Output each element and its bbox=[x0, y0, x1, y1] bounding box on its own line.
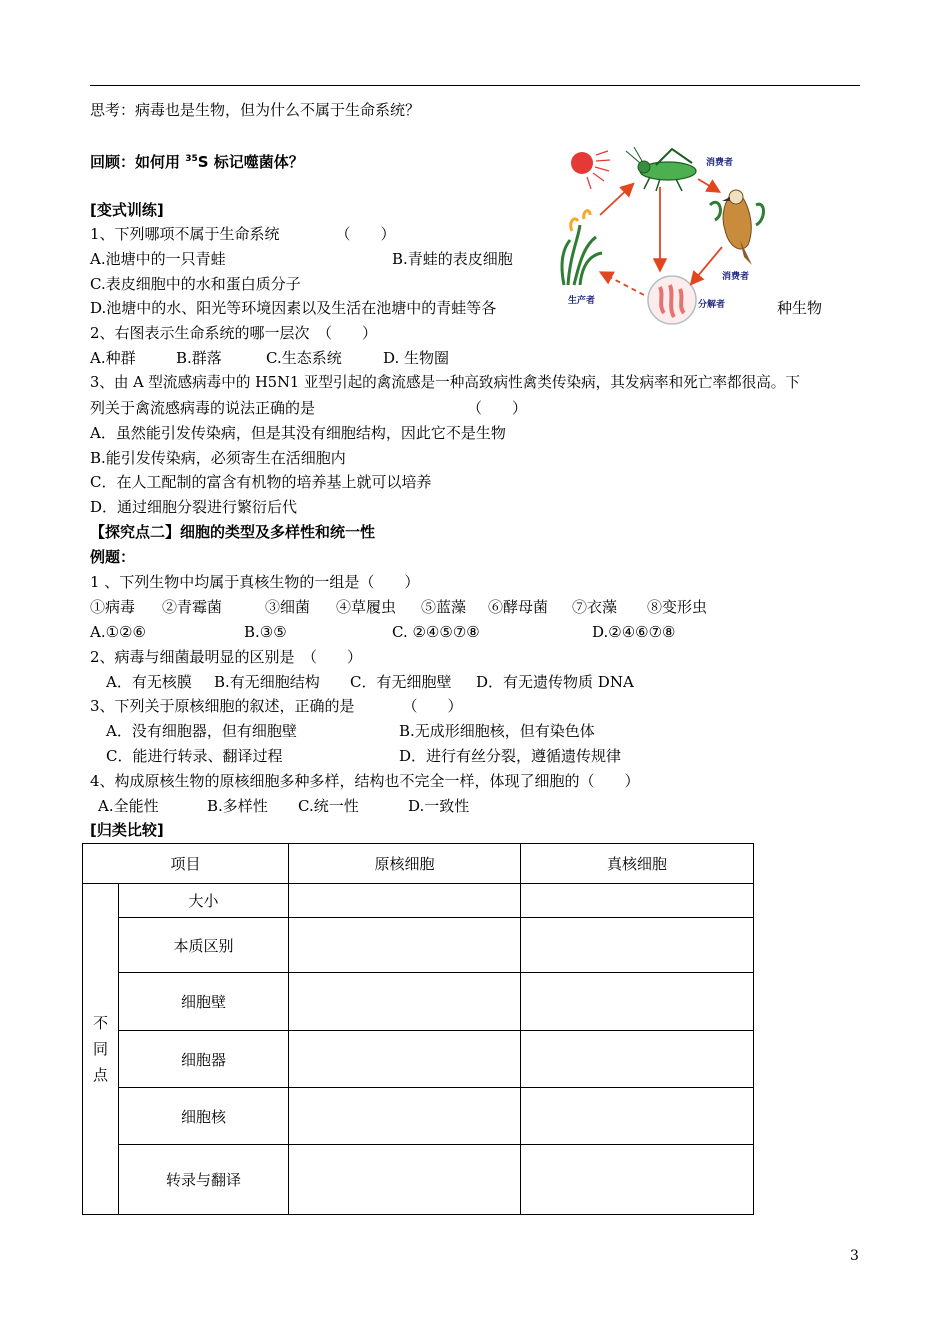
q3-stem-line2: 列关于禽流感病毒的说法正确的是 （ ） bbox=[90, 399, 528, 417]
consumer1-label: 消费者 bbox=[706, 158, 734, 168]
group-char: 点 bbox=[92, 1066, 108, 1084]
grass-icon bbox=[562, 211, 602, 285]
variant-title: [变式训练] bbox=[90, 201, 164, 219]
group-char: 不 bbox=[92, 1014, 108, 1032]
cell[interactable] bbox=[521, 918, 754, 973]
q2-stem: 2、右图表示生命系统的哪一层次 （ ） bbox=[90, 324, 378, 342]
e1-option-b: B.③⑤ bbox=[244, 623, 287, 641]
section2-title: 【探究点二】细胞的类型及多样性和统一性 bbox=[90, 523, 376, 541]
consumer2-label: 消费者 bbox=[722, 272, 750, 282]
table-header-row bbox=[83, 844, 754, 884]
e3-option-b: B.无成形细胞核，但有染色体 bbox=[399, 722, 595, 740]
e1-stem: 1 、下列生物中均属于真核生物的一组是（ ） bbox=[90, 573, 420, 591]
row-label: 细胞核 bbox=[119, 1088, 289, 1145]
q2-option-a: A.种群 bbox=[90, 349, 136, 367]
cell[interactable] bbox=[289, 884, 521, 918]
e2-stem: 2、病毒与细菌最明显的区别是 （ ） bbox=[90, 648, 363, 666]
e1-item: ④草履虫 bbox=[336, 598, 397, 616]
e3-option-a: A．没有细胞器，但有细胞壁 bbox=[106, 722, 297, 740]
example-title: 例题： bbox=[90, 548, 136, 566]
e1-item: ⑧变形虫 bbox=[647, 598, 708, 616]
e2-option-d: D．有无遗传物质 DNA bbox=[476, 673, 634, 691]
q2-option-c: C.生态系统 bbox=[266, 349, 342, 367]
row-label: 转录与翻译 bbox=[119, 1145, 289, 1215]
e4-option-a: A.全能性 bbox=[98, 797, 159, 815]
cell[interactable] bbox=[289, 973, 521, 1031]
e1-item: ③细菌 bbox=[265, 598, 311, 616]
review-question: 回顾：如何用 $^{35}$S 标记噬菌体？ bbox=[90, 153, 304, 171]
page-number: 3 bbox=[850, 1248, 859, 1264]
cell[interactable] bbox=[289, 1031, 521, 1088]
e1-item: ⑦衣藻 bbox=[572, 598, 618, 616]
table-row bbox=[83, 1031, 754, 1088]
cell[interactable] bbox=[521, 884, 754, 918]
q1-option-d-tail: 种生物 bbox=[777, 299, 823, 317]
q2-option-d: D. 生物圈 bbox=[383, 349, 450, 367]
microbe-icon bbox=[648, 276, 696, 324]
e2-option-c: C．有无细胞壁 bbox=[350, 673, 452, 691]
e1-item: ⑥酵母菌 bbox=[488, 598, 549, 616]
q3-option-a: A．虽然能引发传染病，但是其没有细胞结构，因此它不是生物 bbox=[90, 424, 506, 442]
header-prokaryote: 原核细胞 bbox=[289, 844, 521, 884]
energy-flow-arrows bbox=[600, 179, 722, 295]
e1-option-c: C. ②④⑤⑦⑧ bbox=[392, 623, 480, 641]
cell[interactable] bbox=[521, 1088, 754, 1145]
cell[interactable] bbox=[289, 1145, 521, 1215]
e1-option-a: A.①②⑥ bbox=[90, 623, 146, 641]
e4-option-c: C.统一性 bbox=[298, 797, 359, 815]
ecosystem-figure bbox=[560, 145, 770, 330]
cell[interactable] bbox=[521, 1031, 754, 1088]
row-label: 细胞器 bbox=[119, 1031, 289, 1088]
q3-option-b: B.能引发传染病，必须寄生在活细胞内 bbox=[90, 449, 346, 467]
table-row bbox=[83, 918, 754, 973]
table-row bbox=[83, 973, 754, 1031]
comparison-table bbox=[82, 843, 754, 1215]
q3-option-c: C．在人工配制的富含有机物的培养基上就可以培养 bbox=[90, 473, 432, 491]
think-question: 思考：病毒也是生物，但为什么不属于生命系统？ bbox=[90, 101, 421, 119]
e1-item: ①病毒 bbox=[90, 598, 136, 616]
decomposer-label: 分解者 bbox=[698, 300, 726, 310]
cell[interactable] bbox=[289, 1088, 521, 1145]
table-row bbox=[83, 884, 754, 918]
cell[interactable] bbox=[521, 1145, 754, 1215]
q3-stem-line1: 3、由 A 型流感病毒中的 H5N1 亚型引起的禽流感是一种高致病性禽类传染病，其发病率和死亡率都很高。下 bbox=[90, 374, 800, 391]
e3-stem: 3、下列关于原核细胞的叙述，正确的是 （ ） bbox=[90, 697, 463, 715]
row-label: 细胞壁 bbox=[119, 973, 289, 1031]
compare-title: [归类比较] bbox=[90, 821, 164, 839]
q1-stem: 1、下列哪项不属于生命系统 （ ） bbox=[90, 225, 396, 243]
q1-option-b: B.青蛙的表皮细胞 bbox=[392, 250, 513, 268]
q1-option-c: C.表皮细胞中的水和蛋白质分子 bbox=[90, 275, 301, 293]
header-item: 项目 bbox=[83, 844, 289, 884]
e3-option-d: D．进行有丝分裂，遵循遗传规律 bbox=[399, 747, 622, 765]
producer-label: 生产者 bbox=[568, 296, 596, 306]
cell[interactable] bbox=[289, 918, 521, 973]
group-char: 同 bbox=[92, 1040, 108, 1058]
group-label-cell bbox=[83, 884, 119, 1215]
e1-option-d: D.②④⑥⑦⑧ bbox=[592, 623, 676, 641]
q1-option-d: D.池塘中的水、阳光等环境因素以及生活在池塘中的青蛙等各 bbox=[90, 299, 497, 317]
grasshopper-icon bbox=[626, 147, 696, 191]
e2-option-b: B.有无细胞结构 bbox=[214, 673, 320, 691]
q3-option-d: D．通过细胞分裂进行繁衍后代 bbox=[90, 498, 298, 516]
e2-option-a: A．有无核膜 bbox=[106, 673, 192, 691]
e1-item: ②青霉菌 bbox=[162, 598, 223, 616]
e1-item: ⑤蓝藻 bbox=[421, 598, 467, 616]
bird-icon bbox=[710, 190, 764, 265]
e4-stem: 4、构成原核生物的原核细胞多种多样，结构也不完全一样，体现了细胞的（ ） bbox=[90, 772, 640, 790]
table-row bbox=[83, 1088, 754, 1145]
sun-icon bbox=[571, 151, 610, 189]
e3-option-c: C．能进行转录、翻译过程 bbox=[106, 747, 283, 765]
row-label: 大小 bbox=[119, 884, 289, 918]
e4-option-d: D.一致性 bbox=[408, 797, 470, 815]
e4-option-b: B.多样性 bbox=[207, 797, 268, 815]
cell[interactable] bbox=[521, 973, 754, 1031]
table-row bbox=[83, 1145, 754, 1215]
row-label: 本质区别 bbox=[119, 918, 289, 973]
header-eukaryote: 真核细胞 bbox=[521, 844, 754, 884]
top-rule bbox=[90, 85, 860, 86]
q2-option-b: B.群落 bbox=[176, 349, 222, 367]
q1-option-a: A.池塘中的一只青蛙 bbox=[90, 250, 226, 268]
